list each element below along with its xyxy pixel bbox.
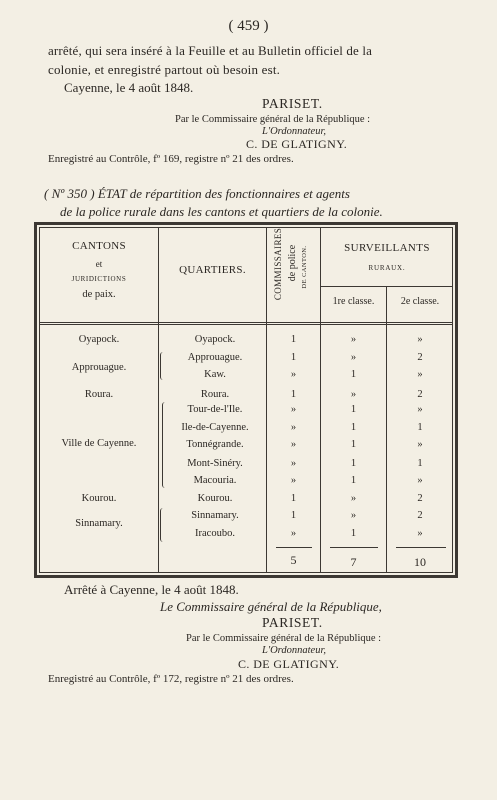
quartier-cell: Sinnamary. (191, 510, 239, 521)
classe2-cell: » (417, 369, 423, 380)
canton-label: Sinnamary. (75, 518, 123, 529)
closing-signer: PARISET. (262, 615, 323, 630)
quartier-cell: Roura. (200, 389, 230, 400)
closing-dateline: Arrêté à Cayenne, le 4 août 1848. (64, 582, 239, 597)
classe2-cell: » (417, 404, 423, 415)
quartier-cell: Ile-de-Cayenne. (181, 422, 249, 433)
canton-label: Oyapock. (78, 334, 120, 345)
closing-ordonnateur-title: L'Ordonnateur, (262, 645, 326, 656)
classe2-cell: 2 (417, 389, 423, 400)
header-cantons-1: CANTONS (72, 240, 126, 252)
header-classe-2: 2e classe. (400, 296, 440, 307)
header-cantons-3: JURIDICTIONS (71, 274, 127, 283)
commissaires-cell: » (290, 458, 297, 469)
classe1-cell: 1 (350, 458, 357, 469)
total-rule (396, 547, 446, 548)
quartier-cell: Tour-de-l'Ile. (187, 404, 243, 415)
signer-name: PARISET. (262, 96, 323, 111)
header-commissaires (267, 227, 320, 322)
column-divider (158, 227, 159, 573)
column-divider (320, 227, 321, 573)
total-classe1: 7 (350, 555, 357, 569)
classe2-cell: » (417, 475, 423, 486)
quartier-cell: Tonnégrande. (186, 439, 244, 450)
commissaires-cell: » (290, 404, 297, 415)
par-line: Par le Commissaire général de la République : (175, 114, 371, 125)
quartier-cell: Kaw. (204, 369, 226, 380)
header-commissaires-2: de police (287, 244, 298, 281)
registration-line: Enregistré au Contrôle, fº 169, registre nº 21 des ordres. (48, 153, 294, 165)
classe2-cell: » (417, 439, 423, 450)
header-cantons-2: et (95, 258, 103, 269)
header-commissaires-3: DE CANTON. (301, 245, 308, 288)
closing-ordonnateur-name: C. DE GLATIGNY. (238, 657, 340, 671)
classe1-cell: » (350, 352, 357, 363)
classe2-cell: 2 (417, 352, 423, 363)
quartier-cell: Oyapock. (194, 334, 236, 345)
classe2-cell: 1 (417, 422, 423, 433)
commissaires-cell: » (290, 528, 297, 539)
classe2-cell: 2 (417, 493, 423, 504)
canton-label: Approuague. (71, 362, 127, 373)
canton-label: Roura. (84, 389, 114, 400)
total-rule (276, 547, 312, 548)
surveillants-divider (320, 286, 453, 287)
header-surveillants: SURVEILLANTS (344, 242, 430, 254)
classe1-cell: » (350, 510, 357, 521)
canton-label: Ville de Cayenne. (61, 438, 137, 449)
commissaires-cell: » (290, 422, 297, 433)
classe2-cell: » (417, 334, 423, 345)
header-classe-1: 1re classe. (332, 296, 375, 307)
classe1-cell: » (350, 493, 357, 504)
classe1-cell: 1 (350, 369, 357, 380)
commissaires-cell: » (290, 369, 297, 380)
canton-label: Kourou. (81, 493, 117, 504)
classe1-cell: 1 (350, 475, 357, 486)
dateline: Cayenne, le 4 août 1848. (64, 80, 194, 95)
quartier-cell: Approuague. (187, 352, 243, 363)
classe1-cell: 1 (350, 404, 357, 415)
classe2-cell: 1 (417, 458, 423, 469)
group-brace (162, 402, 167, 488)
classe1-cell: 1 (350, 422, 357, 433)
commissaires-cell: 1 (290, 493, 297, 504)
header-divider (39, 322, 453, 323)
group-brace (160, 352, 165, 380)
commissaires-cell: » (290, 439, 297, 450)
total-classe2: 10 (414, 555, 426, 569)
commissaires-cell: 1 (290, 510, 297, 521)
commissaires-cell: 1 (290, 334, 297, 345)
classe2-cell: 2 (417, 510, 423, 521)
commissaires-cell: » (290, 475, 297, 486)
total-commissaires: 5 (290, 553, 297, 567)
quartier-cell: Iracoubo. (195, 528, 235, 539)
total-rule (330, 547, 378, 548)
classe1-cell: 1 (350, 528, 357, 539)
page-number: ( 459 ) (228, 18, 269, 34)
ordonnateur-title: L'Ordonnateur, (262, 126, 326, 137)
group-brace (160, 508, 165, 542)
state-title-line-1: ( Nº 350 ) ÉTAT de répartition des fonctionnaires et agents (44, 186, 350, 201)
header-commissaires-1: COMMISSAIRES (273, 227, 283, 300)
header-cantons-4: de paix. (82, 289, 116, 301)
state-title-line-2: de la police rurale dans les cantons et quartiers de la colonie. (60, 204, 383, 219)
header-cantons (40, 240, 158, 301)
commissaires-cell: 1 (290, 389, 297, 400)
header-ruraux: RURAUX. (368, 264, 406, 272)
classe2-cell: » (417, 528, 423, 539)
closing-par-line: Par le Commissaire général de la République : (186, 633, 382, 644)
ordonnateur-name: C. DE GLATIGNY. (246, 137, 348, 151)
closing-commissaire: Le Commissaire général de la République, (160, 599, 382, 614)
quartier-cell: Macouria. (193, 475, 237, 486)
quartier-cell: Mont-Sinéry. (187, 458, 243, 469)
closing-registration: Enregistré au Contrôle, fº 172, registre nº 21 des ordres. (48, 673, 294, 685)
body-text-line-2: colonie, et enregistré partout où besoin est. (48, 62, 281, 77)
header-divider (39, 324, 453, 325)
quartier-cell: Kourou. (197, 493, 233, 504)
header-quartiers: QUARTIERS. (179, 264, 246, 276)
classe1-cell: » (350, 334, 357, 345)
body-text-line-1: arrêté, qui sera inséré à la Feuille et au Bulletin officiel de la (48, 43, 373, 58)
commissaires-cell: 1 (290, 352, 297, 363)
classe1-cell: 1 (350, 439, 357, 450)
classe1-cell: » (350, 389, 357, 400)
